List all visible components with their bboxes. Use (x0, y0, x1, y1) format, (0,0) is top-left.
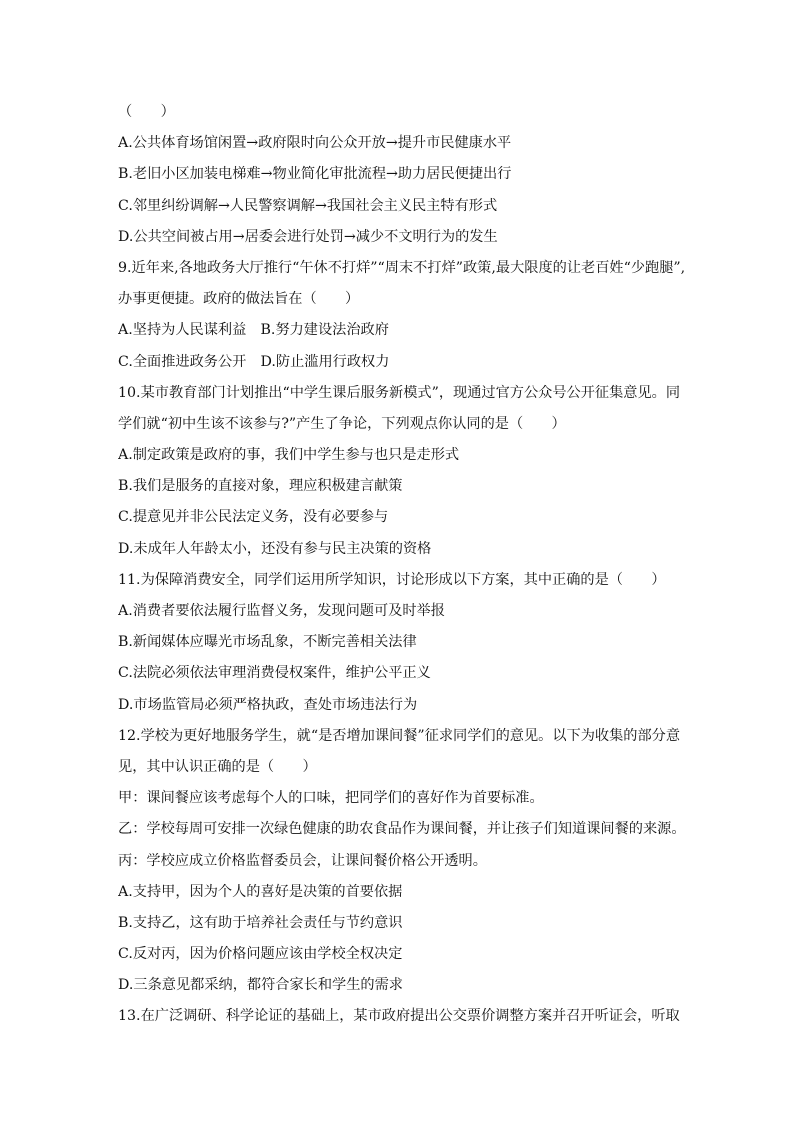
q12-option-d: D.三条意见都采纳，都符合家长和学生的需求 (118, 977, 403, 994)
q10-option-c: C.提意见并非公民法定义务，没有必要参与 (118, 509, 389, 526)
q11-option-b: B.新闻媒体应曝光市场乱象，不断完善相关法律 (118, 634, 417, 651)
q12-opinion-jia: 甲：课间餐应该考虑每个人的口味，把同学们的喜好作为首要标准。 (118, 790, 544, 807)
q9-options-cd: C.全面推进政务公开 D.防止滥用行政权力 (118, 353, 390, 370)
answer-bracket: （ ） (118, 104, 175, 120)
q11-option-a: A.消费者要依法履行监督义务，发现问题可及时举报 (118, 603, 445, 619)
q13-stem-line-1: 13.在广泛调研、科学论证的基础上，某市政府提出公交票价调整方案并召开听证会，听取 (118, 1008, 680, 1025)
q8-option-c: C.邻里纠纷调解→人民警察调解→我国社会主义民主特有形式 (118, 197, 498, 214)
q12-stem-line-2: 见，其中认识正确的是（ ） (118, 758, 317, 775)
q12-opinion-bing: 丙：学校应成立价格监督委员会，让课间餐价格公开透明。 (118, 852, 487, 869)
q10-stem-line-1: 10.某市教育部门计划推出“中学生课后服务新模式”，现通过官方公众号公开征集意见。同 (118, 384, 681, 401)
q11-option-c: C.法院必须依法审理消费侵权案件，维护公平正义 (118, 665, 431, 682)
q12-opinion-yi: 乙：学校每周可安排一次绿色健康的助农食品作为课间餐，并让孩子们知道课间餐的来源。 (118, 821, 686, 838)
q10-option-b: B.我们是服务的直接对象，理应积极建言献策 (118, 478, 403, 495)
q12-option-c: C.反对丙，因为价格问题应该由学校全权决定 (118, 946, 403, 963)
q8-option-a: A.公共体育场馆闲置→政府限时向公众开放→提升市民健康水平 (118, 135, 512, 152)
q9-stem-line-1: 9.近年来,各地政务大厅推行“午休不打烊”“周末不打烊”政策,最大限度的让老百姓“少跑腿”, (118, 259, 686, 276)
q10-option-a: A.制定政策是政府的事，我们中学生参与也只是走形式 (118, 447, 460, 464)
q9-stem-line-2: 办事更便捷。政府的做法旨在（ ） (118, 291, 360, 308)
q11-option-d: D.市场监管局必须严格执政，查处市场违法行为 (118, 696, 418, 713)
q8-option-d: D.公共空间被占用→居委会进行处罚→减少不文明行为的发生 (118, 228, 498, 245)
document-page (118, 97, 688, 1033)
q12-option-b: B.支持乙，这有助于培养社会责任与节约意识 (118, 914, 403, 931)
q8-option-b: B.老旧小区加装电梯难→物业简化审批流程→助力居民便捷出行 (118, 166, 512, 183)
q12-stem-line-1: 12.学校为更好地服务学生，就“是否增加课间餐”征求同学们的意见。以下为收集的部分意 (118, 727, 681, 744)
q10-option-d: D.未成年人年龄太小，还没有参与民主决策的资格 (118, 540, 432, 557)
q10-stem-line-2: 学们就“初中生该不该参与?”产生了争论，下列观点你认同的是（ ） (118, 415, 566, 432)
q9-options-ab: A.坚持为人民谋利益 B.努力建设法治政府 (118, 322, 389, 339)
q11-stem: 11.为保障消费安全，同学们运用所学知识，讨论形成以下方案，其中正确的是（ ） (118, 571, 666, 588)
q12-option-a: A.支持甲，因为个人的喜好是决策的首要依据 (118, 883, 403, 900)
